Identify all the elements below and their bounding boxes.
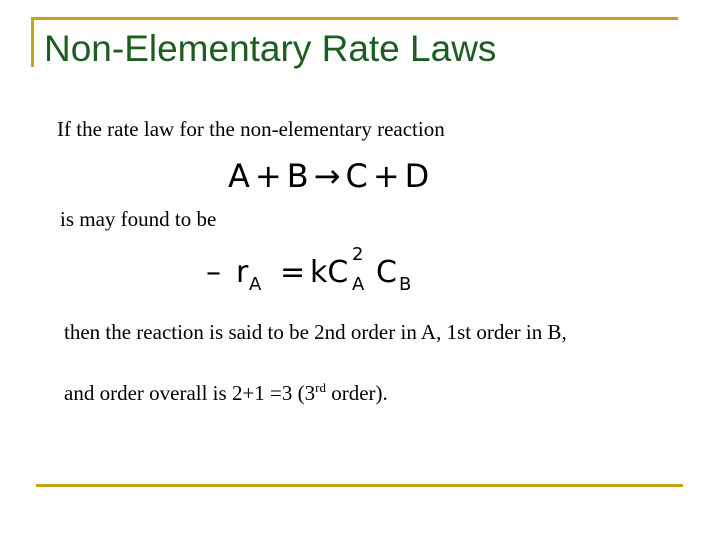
conclusion-line-2-start: and order overall is 2+1 =3 (3 <box>64 381 316 405</box>
top-border-line <box>31 17 678 20</box>
product-d: D <box>404 157 431 195</box>
rate-law-equation <box>206 244 436 298</box>
rate-subscript: A <box>249 274 262 295</box>
reaction-arrow: → <box>313 157 342 195</box>
left-border-line <box>31 17 34 67</box>
conclusion-line-1: then the reaction is said to be 2nd order in A, 1st order in B, <box>64 320 567 344</box>
rate-constant-concentration: kC <box>310 255 349 290</box>
product-c: C <box>345 157 369 195</box>
plus-sign: + <box>372 157 401 195</box>
plus-sign: + <box>254 157 283 195</box>
reactant-b: B <box>286 157 310 195</box>
concentration-a-subscript: A <box>352 274 365 295</box>
rate-symbol: r <box>236 255 249 290</box>
exponent: 2 <box>352 244 364 265</box>
found-text: is may found to be <box>60 207 217 231</box>
conclusion-line-2 <box>64 381 388 404</box>
slide-title: Non-Elementary Rate Laws <box>44 28 497 69</box>
concentration-symbol: C <box>376 255 397 290</box>
minus-sign: – <box>206 255 221 290</box>
concentration-b-subscript: B <box>399 274 412 295</box>
ordinal-superscript: rd <box>315 380 326 395</box>
reaction-equation <box>228 157 431 195</box>
conclusion-line-2-end: order). <box>325 381 388 405</box>
reactant-a: A <box>228 157 251 195</box>
bottom-border-line <box>36 484 683 487</box>
equals-sign: = <box>280 255 306 290</box>
intro-text: If the rate law for the non-elementary reaction <box>57 117 445 141</box>
